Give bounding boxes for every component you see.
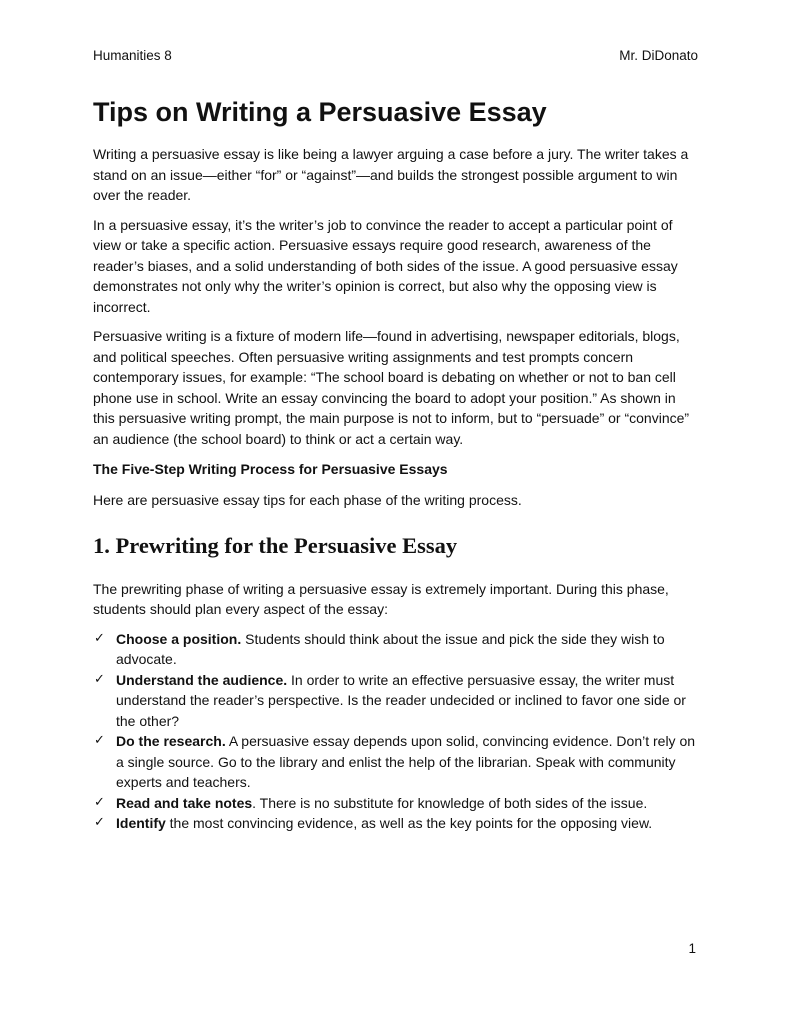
checklist-item-lead: Understand the audience.: [116, 671, 288, 688]
checkmark-icon: ✓: [94, 815, 105, 830]
prewriting-checklist: [93, 629, 699, 834]
checklist-item-lead: Read and take notes: [116, 794, 253, 811]
checklist-item-text: In order to write an effective persuasive essay, the writer must understand the reader’s perspective. Is the reader undecided or inclined to favor one side or the other?: [116, 671, 686, 729]
checkmark-icon: ✓: [94, 630, 105, 646]
header-course: Humanities 8: [93, 48, 172, 63]
checklist-item: [93, 813, 699, 834]
checklist-item-text: A persuasive essay depends upon solid, convincing evidence. Don’t rely on a single source. Go to the library and enlist the help of the librarian. Speak with community experts and teachers.: [116, 733, 696, 790]
checkmark-icon: ✓: [94, 671, 105, 687]
process-intro: Here are persuasive essay tips for each phase of the writing process.: [93, 492, 522, 508]
section-intro-paragraph: The prewriting phase of writing a persuasive essay is extremely important. During this phase, students should plan every aspect of the essay:: [93, 580, 669, 617]
section-heading-prewriting: 1. Prewriting for the Persuasive Essay: [93, 532, 458, 558]
checkmark-icon: ✓: [94, 733, 105, 748]
checklist-item-lead: Do the research.: [116, 733, 226, 749]
intro-paragraph-1: Writing a persuasive essay is like being a lawyer arguing a case before a jury. The writer takes a stand on an issue—either “for” or “against”—and builds the strongest possible argument to win over the reader.: [93, 146, 689, 203]
page-title: Tips on Writing a Persuasive Essay: [93, 97, 547, 127]
page-number: 1: [688, 941, 696, 956]
checkmark-icon: ✓: [94, 794, 105, 810]
checklist-item: [93, 793, 699, 814]
checklist-item-text: Students should think about the issue and pick the side they wish to advocate.: [116, 630, 665, 667]
header-teacher: Mr. DiDonato: [619, 48, 698, 63]
checklist-item-lead: Choose a position.: [116, 630, 242, 647]
checklist-item: [93, 670, 699, 732]
checklist-item-lead: Identify: [116, 815, 166, 831]
checklist-item-text: . There is no substitute for knowledge of both sides of the issue.: [252, 794, 648, 811]
intro-paragraph-3: Persuasive writing is a fixture of modern life—found in advertising, newspaper editorials, blogs, and political speeches. Often persuasive writing assignments and test prompts concern contemporary issues, for example: “The school board is debating on whether or not to ban cell phone use in school. Write an essay convincing the board to adopt your position.” As shown in this persuasive writing prompt, the main purpose is not to inform, but to “persuade” or “convince” an audience (the school board) to think or act a certain way.: [93, 328, 690, 447]
document-body: [93, 94, 699, 834]
intro-paragraph-2: In a persuasive essay, it’s the writer’s job to convince the reader to accept a particular point of view or take a specific action. Persuasive essays require good research, awareness of the reader’s biases, and a solid understanding of both sides of the issue. A good persuasive essay demonstrates not only why the writer’s opinion is correct, but also why the opposing view is incorrect.: [93, 216, 678, 315]
process-heading: The Five-Step Writing Process for Persuasive Essays: [93, 461, 448, 477]
checklist-item: [93, 629, 699, 670]
checklist-item-text: the most convincing evidence, as well as the key points for the opposing view.: [165, 815, 653, 831]
checklist-item: [93, 731, 699, 793]
